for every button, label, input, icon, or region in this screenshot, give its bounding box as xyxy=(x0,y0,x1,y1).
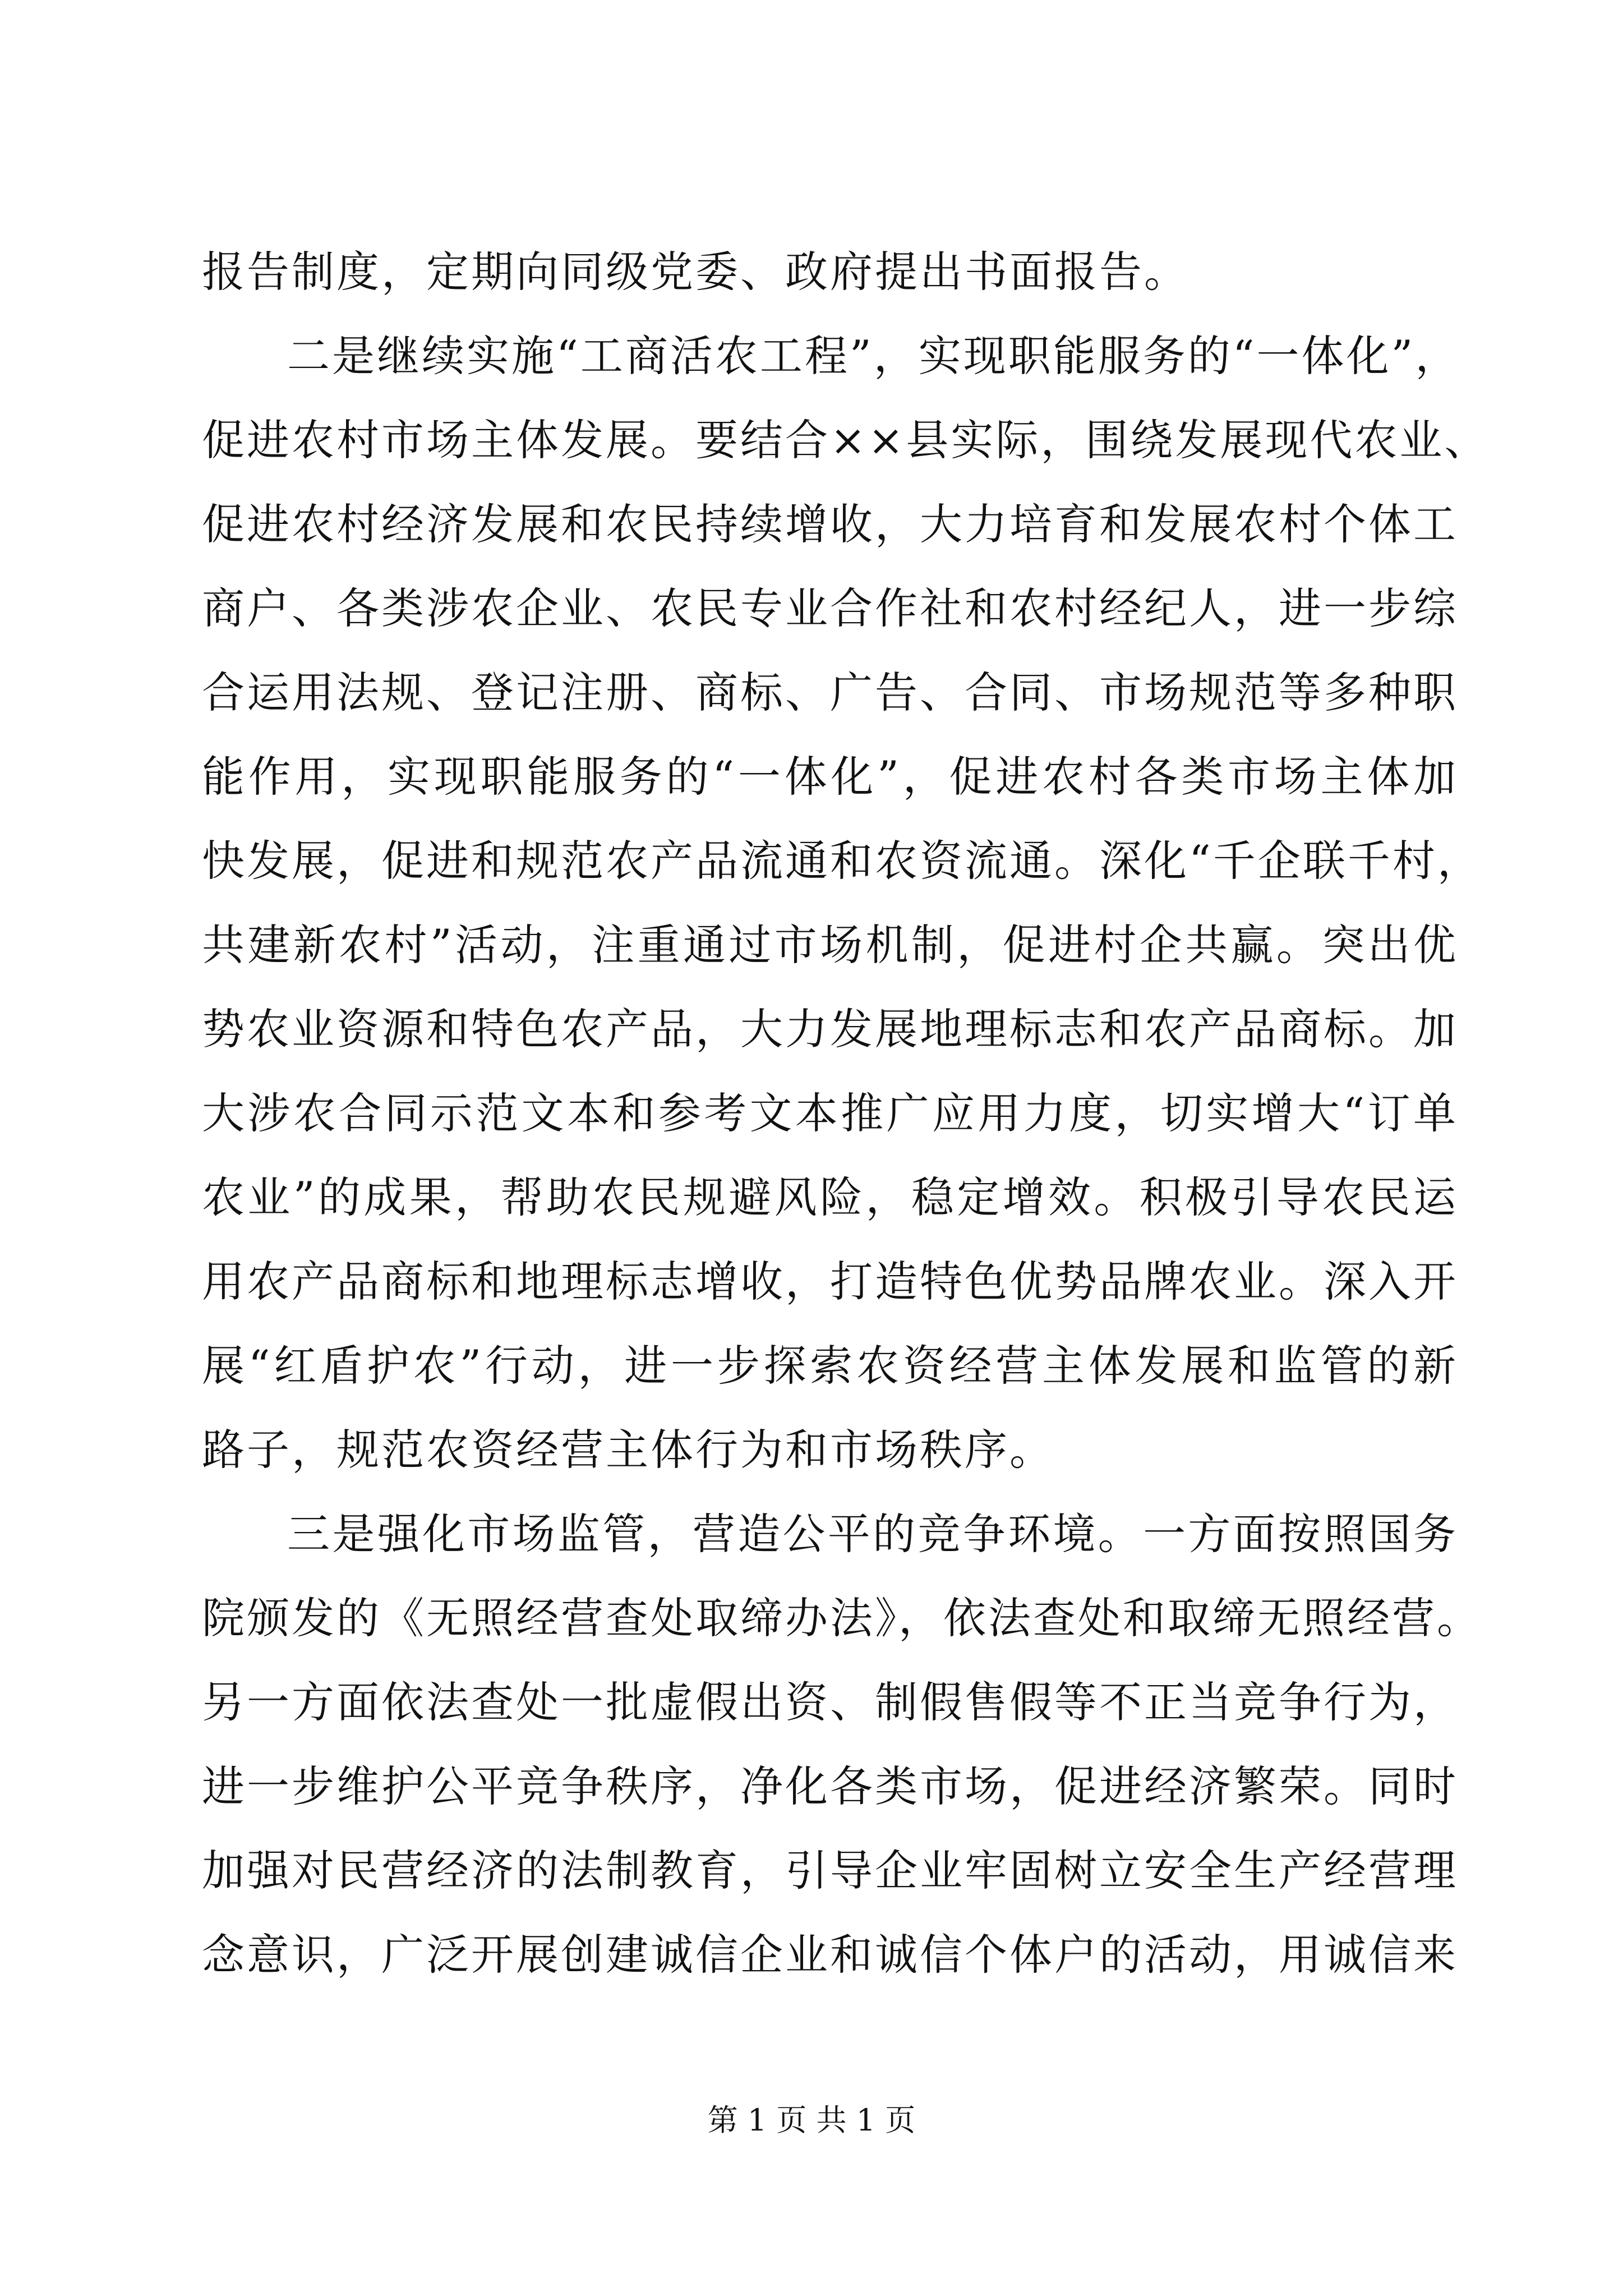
text-line: 报告制度，定期向同级党委、政府提出书面报告。 xyxy=(202,247,1189,297)
text-line: 进一步维护公平竞争秩序，净化各类市场，促进经济繁荣。同时 xyxy=(202,1761,1458,1811)
text-line: 用农产品商标和地理标志增收，打造特色优势品牌农业。深入开 xyxy=(202,1257,1458,1306)
text-line: 院颁发的《无照经营查处取缔办法》，依法查处和取缔无照经营。 xyxy=(202,1593,1482,1643)
text-line: 促进农村市场主体发展。要结合××县实际，围绕发展现代农业、 xyxy=(202,415,1490,465)
text-line: 共建新农村”活动，注重通过市场机制，促进村企共赢。突出优 xyxy=(202,920,1458,970)
text-line: 势农业资源和特色农产品，大力发展地理标志和农产品商标。加 xyxy=(202,1004,1458,1054)
text-line: 加强对民营经济的法制教育，引导企业牢固树立安全生产经营理 xyxy=(202,1846,1458,1895)
text-line: 二是继续实施“工商活农工程”，实现职能服务的“一体化”， xyxy=(287,331,1460,381)
text-line: 另一方面依法查处一批虚假出资、制假售假等不正当竞争行为， xyxy=(202,1677,1458,1727)
text-line: 快发展，促进和规范农产品流通和农资流通。深化“千企联千村， xyxy=(202,836,1482,886)
page-number-footer: 第 1 页 共 1 页 xyxy=(707,2102,916,2138)
text-line: 大涉农合同示范文本和参考文本推广应用力度，切实增大“订单 xyxy=(202,1088,1458,1138)
text-line: 展“红盾护农”行动，进一步探索农资经营主体发展和监管的新 xyxy=(202,1341,1458,1391)
text-line: 能作用，实现职能服务的“一体化”，促进农村各类市场主体加 xyxy=(202,752,1458,802)
text-line: 路子，规范农资经营主体行为和市场秩序。 xyxy=(202,1425,1054,1475)
text-line: 商户、各类涉农企业、农民专业合作社和农村经纪人，进一步综 xyxy=(202,583,1458,633)
document-body xyxy=(202,230,1490,1997)
text-line: 三是强化市场监管，营造公平的竞争环境。一方面按照国务 xyxy=(287,1509,1458,1559)
text-line: 念意识，广泛开展创建诚信企业和诚信个体户的活动，用诚信来 xyxy=(202,1930,1458,1980)
text-line: 合运用法规、登记注册、商标、广告、合同、市场规范等多种职 xyxy=(202,668,1458,717)
text-line: 农业”的成果，帮助农民规避风险，稳定增效。积极引导农民运 xyxy=(202,1172,1458,1222)
text-line: 促进农村经济发展和农民持续增收，大力培育和发展农村个体工 xyxy=(202,499,1458,549)
